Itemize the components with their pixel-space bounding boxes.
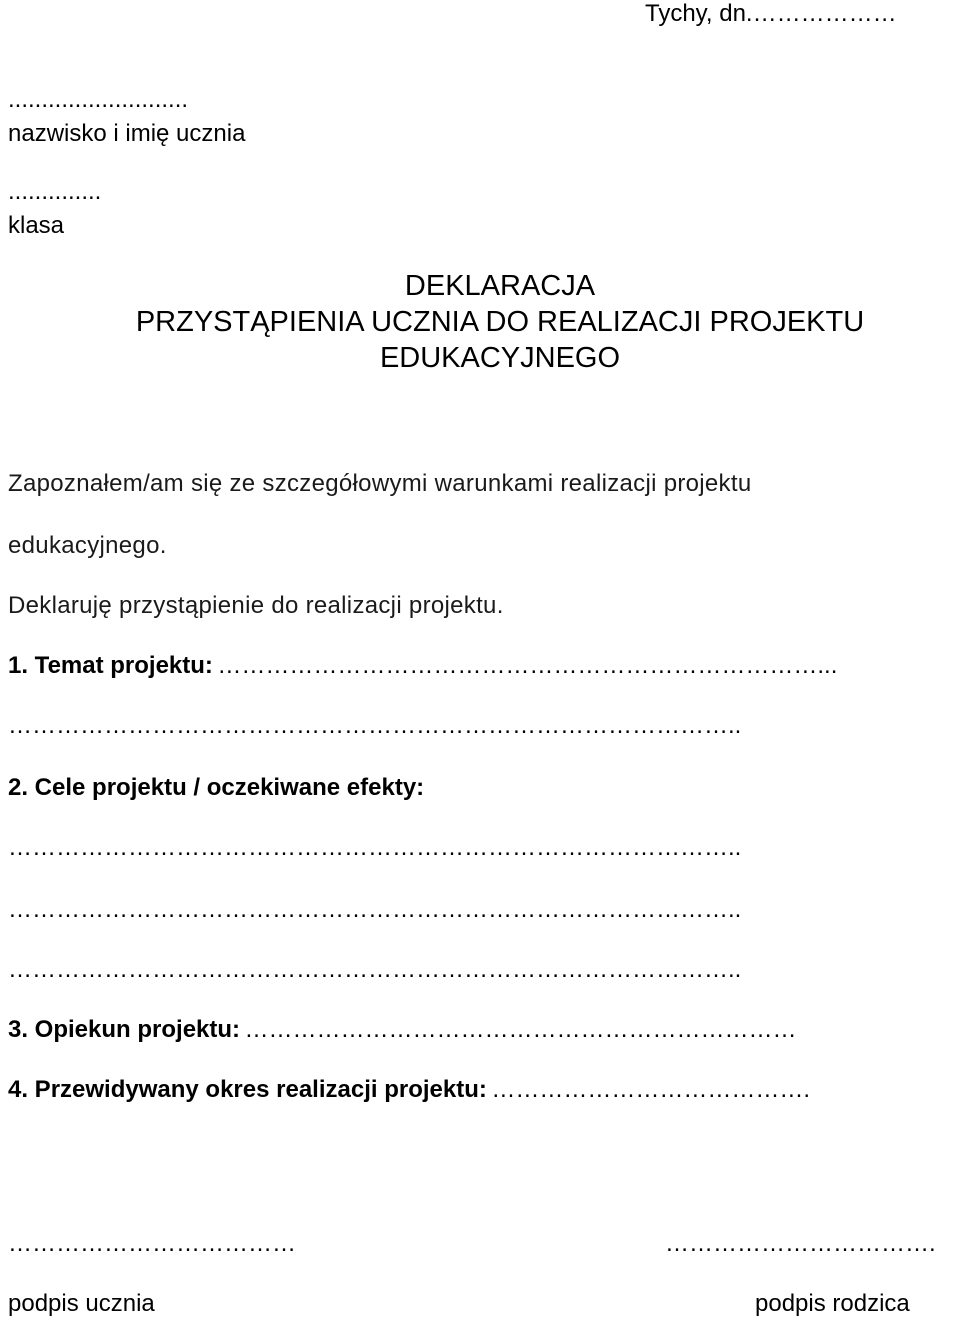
topic-label: 1. Temat projektu: <box>8 652 213 679</box>
student-name-label: nazwisko i imię ucznia <box>8 120 246 147</box>
acknowledgement-text-line2: edukacyjnego. <box>8 532 167 559</box>
goals-fill-line-2: ……………………………………………………………………………….. <box>8 896 742 923</box>
parent-signature-line: ……………………………. <box>665 1230 936 1257</box>
declaration-text: Deklaruję przystąpienie do realizacji projektu. <box>8 592 504 619</box>
student-signature-line: ……………………………… <box>8 1230 296 1257</box>
topic-row <box>8 652 837 680</box>
student-signature-label: podpis ucznia <box>8 1290 155 1317</box>
supervisor-label: 3. Opiekun projektu: <box>8 1016 241 1043</box>
student-class-line: .............. <box>8 178 102 205</box>
topic-fill-line-2: ……………………………………………………………………………….. <box>8 712 742 739</box>
student-name-line: ........................... <box>8 86 189 113</box>
place-date: Tychy, dn.……………… <box>645 0 897 27</box>
document-title-line2: PRZYSTĄPIENIA UCZNIA DO REALIZACJI PROJEKTU <box>135 306 865 338</box>
document-title-line3: EDUKACYJNEGO <box>379 342 621 374</box>
period-row <box>8 1076 810 1104</box>
goals-label: 2. Cele projektu / oczekiwane efekty: <box>8 774 425 801</box>
period-label: 4. Przewidywany okres realizacji projektu: <box>8 1076 487 1103</box>
acknowledgement-text-line1: Zapoznałem/am się ze szczegółowymi warunkami realizacji projektu <box>8 470 752 497</box>
goals-fill-line-3: ……………………………………………………………………………….. <box>8 956 742 983</box>
parent-signature-label: podpis rodzica <box>755 1290 910 1317</box>
student-class-label: klasa <box>8 212 65 239</box>
document-title-line1: DEKLARACJA <box>404 270 596 302</box>
supervisor-fill-line: …………………………………………………………… <box>244 1016 797 1043</box>
supervisor-row <box>8 1016 796 1044</box>
goals-fill-line-1: ……………………………………………………………………………….. <box>8 834 742 861</box>
topic-fill-line: …………………………………………………………………... <box>217 652 838 679</box>
period-fill-line: …………………………………. <box>491 1076 810 1103</box>
